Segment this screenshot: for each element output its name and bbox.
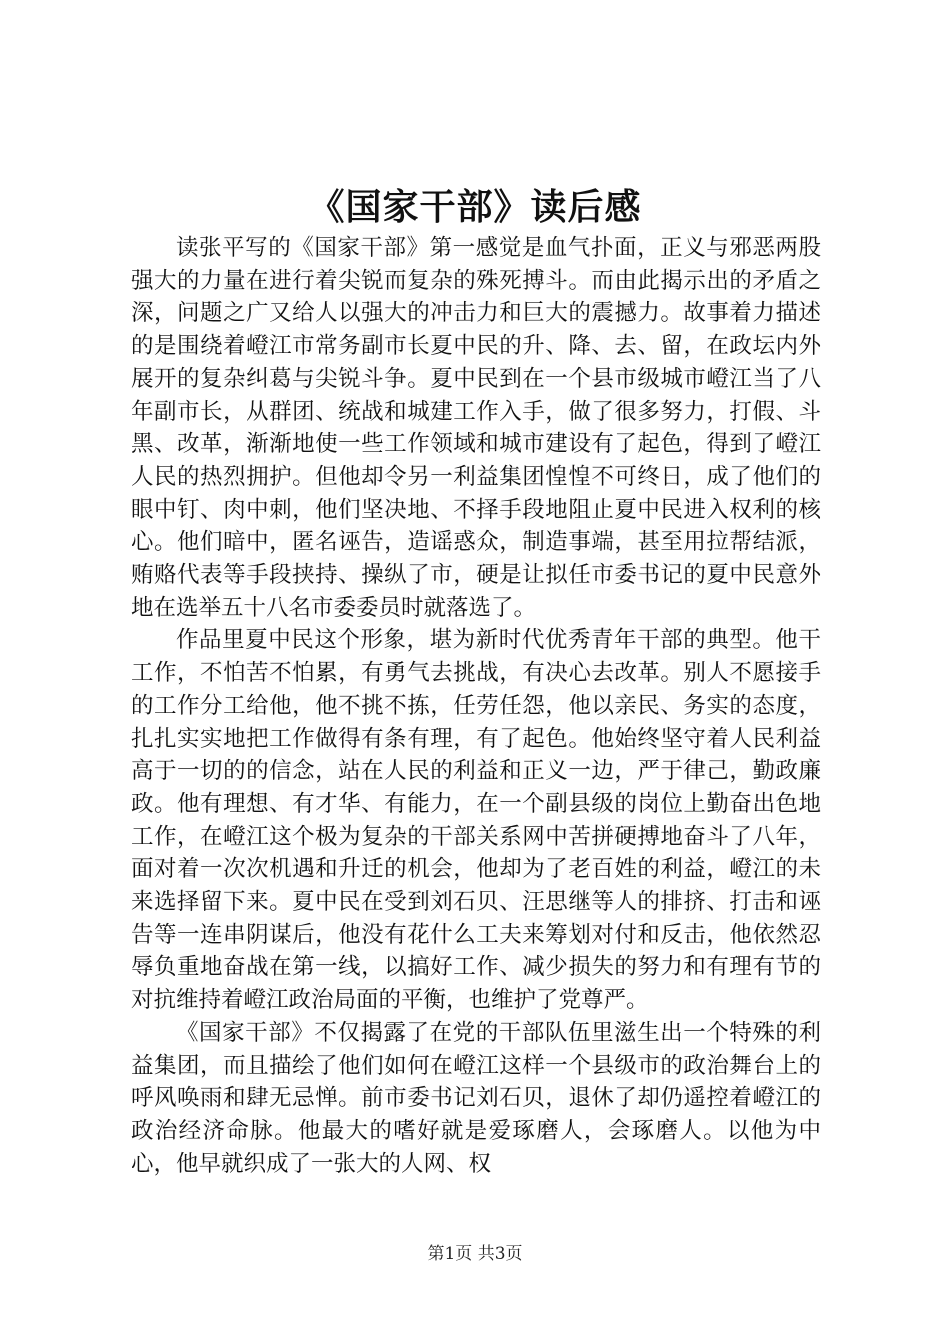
paragraph-1: 读张平写的《国家干部》第一感觉是血气扑面，正义与邪恶两股强大的力量在进行着尖锐而复杂的殊死搏斗。而由此揭示出的矛盾之深，问题之广又给人以强大的冲击力和巨大的震撼力。故事着力描述的是围绕着嶝江市常务副市长夏中民的升、降、去、留，在政坛内外展开的复杂纠葛与尖锐斗争。夏中民到在一个县市级城市嶝江当了八年副市长，从群团、统战和城建工作入手，做了很多努力，打假、斗黑、改革，渐渐地使一些工作领域和城市建设有了起色，得到了嶝江人民的热烈拥护。但他却令另一利益集团惶惶不可终日，成了他们的眼中钉、肉中刺，他们坚决地、不择手段地阻止夏中民进入权利的核心。他们暗中，匿名诬告，造谣惑众，制造事端，甚至用拉帮结派，贿赂代表等手段挟持、操纵了市，硬是让拟任市委书记的夏中民意外地在选举五十八名市委委员时就落选了。 [131,235,821,621]
document-title: 《国家干部》读后感 [308,186,642,228]
paragraph-2: 作品里夏中民这个形象，堪为新时代优秀青年干部的典型。他干工作，不怕苦不怕累，有勇气去挑战，有决心去改革。别人不愿接手的工作分工给他，他不挑不拣，任劳任怨，他以亲民、务实的态度，扎扎实实地把工作做得有条有理，有了起色。他始终坚守着人民利益高于一切的的信念，站在人民的利益和正义一边，严于律己，勤政廉政。他有理想、有才华、有能力，在一个副县级的岗位上勤奋出色地工作，在嶝江这个极为复杂的干部关系网中苦拼硬搏地奋斗了八年，面对着一次次机遇和升迁的机会，他却为了老百姓的利益，嶝江的未来选择留下来。夏中民在受到刘石贝、汪思继等人的排挤、打击和诬告等一连串阴谋后，他没有花什么工夫来筹划对付和反击，他依然忍辱负重地奋战在第一线，以搞好工作、减少损失的努力和有理有节的对抗维持着嶝江政治局面的平衡，也维护了党尊严。 [131,627,821,1014]
page-footer: 第1页 共3页 [427,1244,523,1264]
document-body [131,232,821,1180]
paragraph-3: 《国家干部》不仅揭露了在党的干部队伍里滋生出一个特殊的利益集团，而且描绘了他们如何在嶝江这样一个县级市的政治舞台上的呼风唤雨和肆无忌惮。前市委书记刘石贝，退休了却仍遥控着嶝江的政治经济命脉。他最大的嗜好就是爱琢磨人，会琢磨人。以他为中心，他早就织成了一张大的人网、权 [131,1019,821,1177]
